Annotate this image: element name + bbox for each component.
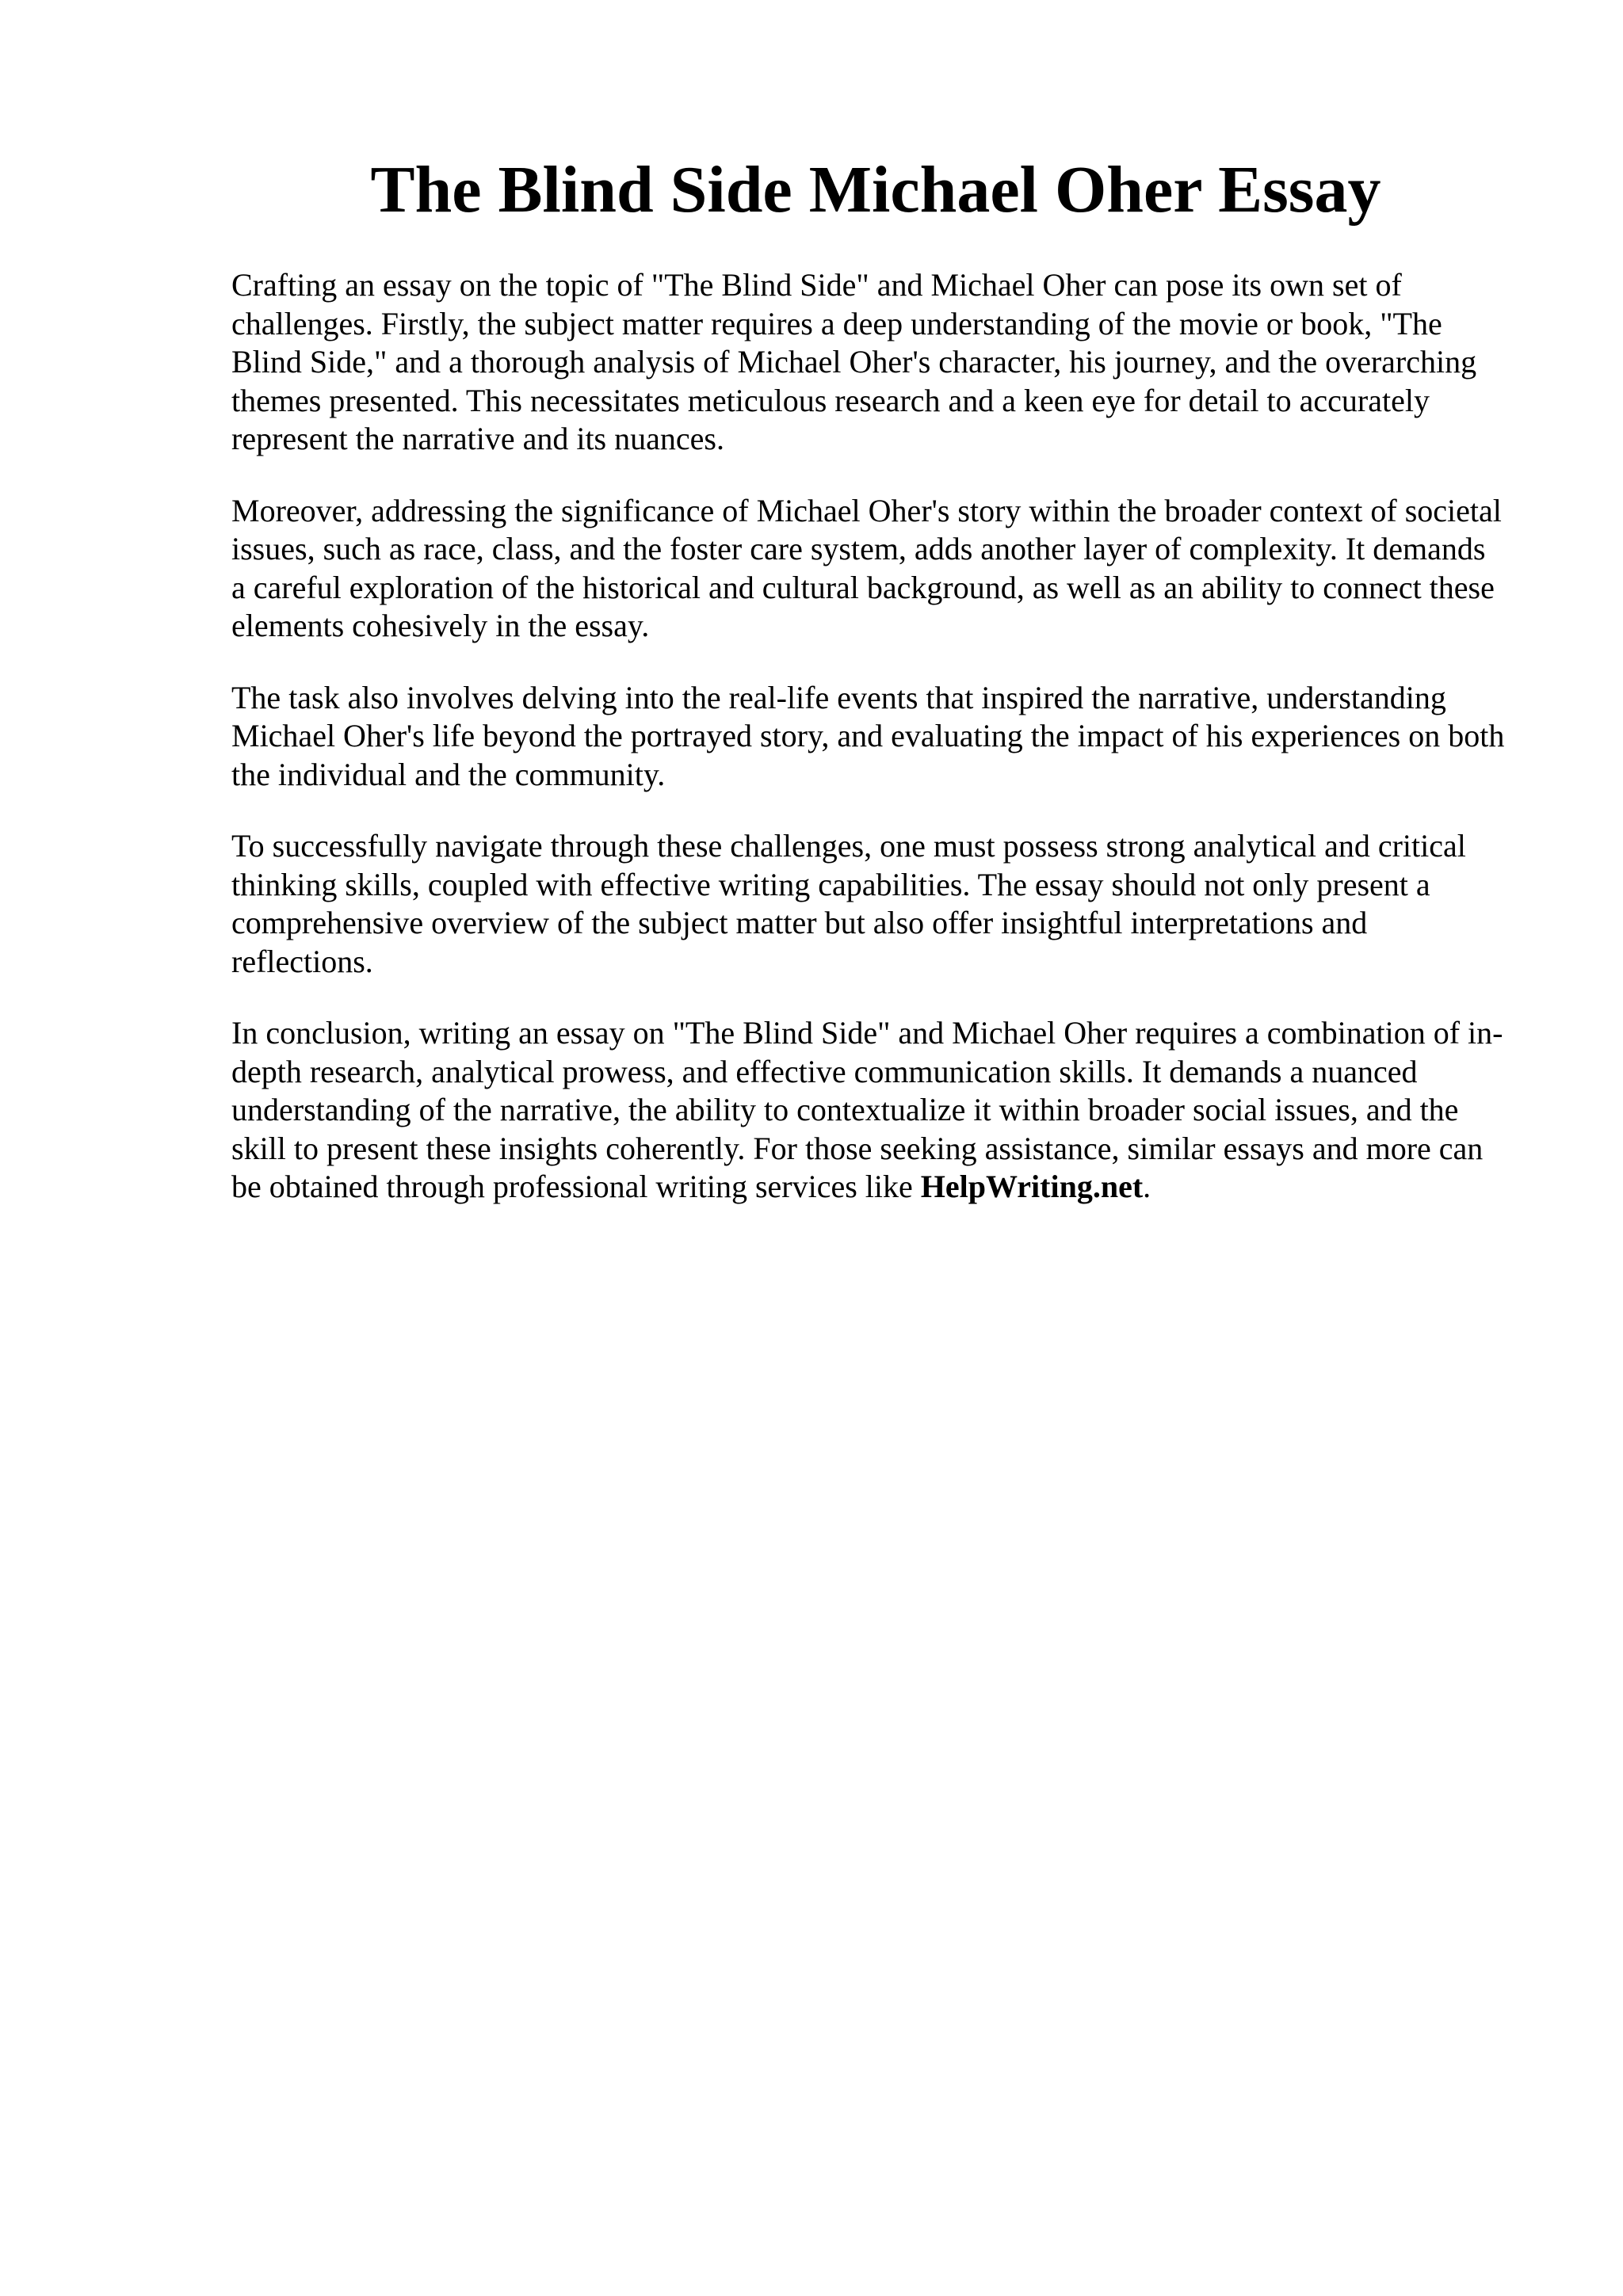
essay-body	[231, 266, 1507, 1240]
conclusion-period: .	[1143, 1169, 1151, 1204]
conclusion-text: In conclusion, writing an essay on "The Blind Side" and Michael Oher requires a combination of in-depth research, analytical prowess, and effective communication skills. It demands a nuanced understanding of the narrative, the ability to contextualize it within broader social issues, and the skill to present these insights coherently. For those seeking assistance, similar essays and more can be obtained through professional writing services like	[231, 1015, 1503, 1204]
brand-name: HelpWriting.net	[920, 1169, 1144, 1204]
paragraph-context: Moreover, addressing the significance of Michael Oher's story within the broader context of societal issues, such as race, class, and the foster care system, adds another layer of complexity. It demands a careful exploration of the historical and cultural background, as well as an ability to connect these elements cohesively in the essay.	[231, 492, 1502, 643]
paragraph-conclusion	[231, 1014, 1507, 1207]
paragraph-intro: Crafting an essay on the topic of "The Blind Side" and Michael Oher can pose its own set of challenges. Firstly, the subject matter requires a deep understanding of the movie or book, "The Blind Side," and a thorough analysis of Michael Oher's character, his journey, and the overarching themes presented. This necessitates meticulous research and a keen eye for detail to accurately represent the narrative and its nuances.	[231, 267, 1477, 456]
page-title: The Blind Side Michael Oher Essay	[370, 153, 1381, 227]
paragraph-real-life: The task also involves delving into the real-life events that inspired the narrative, understanding Michael Oher's life beyond the portrayed story, and evaluating the impact of his experiences on both the individual and the community.	[231, 679, 1505, 792]
paragraph-skills: To successfully navigate through these challenges, one must possess strong analytical and critical thinking skills, coupled with effective writing capabilities. The essay should not only present a comprehensive overview of the subject matter but also offer insightful interpretations and reflections.	[231, 828, 1466, 979]
